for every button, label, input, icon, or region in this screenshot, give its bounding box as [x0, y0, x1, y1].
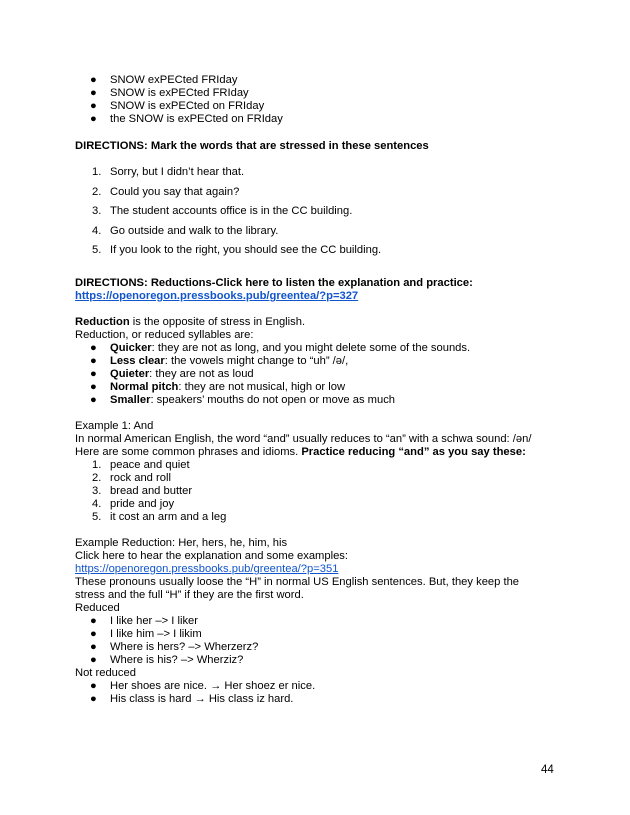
list-item: ● Quicker: they are not as long, and you might delete some of the sounds.	[90, 342, 471, 354]
bullet-icon: ●	[90, 113, 97, 125]
bullet-icon: ●	[90, 615, 97, 627]
bullet-icon: ●	[90, 680, 97, 692]
intro-bullet-list	[90, 74, 283, 126]
list-item: 5. it cost an arm and a leg	[92, 511, 227, 523]
list-item: 3. bread and butter	[92, 485, 193, 497]
example-text: These pronouns usually loose the “H” in normal US English sentences. But, they keep the	[75, 576, 520, 588]
and-phrase-list	[92, 459, 226, 524]
list-item: 4. pride and joy	[92, 498, 175, 510]
list-item: ● His class is hard → His class iz hard.	[90, 693, 294, 705]
bullet-icon: ●	[90, 628, 97, 640]
list-item: 3. The student accounts office is in the CC building.	[92, 205, 353, 217]
bullet-icon: ●	[90, 381, 97, 393]
example-title: Example 1: And	[75, 420, 154, 432]
bullet-icon: ●	[90, 87, 97, 99]
bullet-icon: ●	[90, 368, 97, 380]
example-title: Example Reduction: Her, hers, he, him, his	[75, 537, 288, 549]
list-item: ● the SNOW is exPECted on FRIday	[90, 113, 283, 125]
example-text: Click here to hear the explanation and some examples:	[75, 550, 349, 562]
list-item: ● Where is hers? –> Wherzerz?	[90, 641, 259, 653]
bullet-icon: ●	[90, 342, 97, 354]
list-item: ● Smaller: speakers’ mouths do not open or move as much	[90, 394, 396, 406]
reduction-definition: Reduction is the opposite of stress in English.	[75, 316, 306, 328]
list-item: ● I like her –> I liker	[90, 615, 198, 627]
reduced-label: Reduced	[75, 602, 120, 614]
not-reduced-label: Not reduced	[75, 667, 136, 679]
bullet-icon: ●	[90, 100, 97, 112]
not-reduced-list	[90, 680, 315, 706]
list-item: 4. Go outside and walk to the library.	[92, 224, 279, 237]
list-item: ● Where is his? –> Wherziz?	[90, 654, 244, 666]
reductions-link[interactable]: https://openoregon.pressbooks.pub/greentea/?p=327	[75, 290, 359, 302]
list-item: ● Less clear: the vowels might change to “uh” /ə/,	[90, 355, 349, 367]
example-text: stress and the full “H” if they are the first word.	[75, 589, 304, 601]
list-item: 2. Could you say that again?	[92, 185, 240, 198]
bullet-icon: ●	[90, 641, 97, 653]
reduced-list	[90, 615, 258, 667]
list-item: ● I like him –> I likim	[90, 628, 202, 640]
list-item: 2. rock and roll	[92, 472, 171, 484]
list-item: ● SNOW is exPECted FRIday	[90, 87, 249, 99]
stress-sentence-list	[92, 166, 381, 264]
list-item: 5. If you look to the right, you should see the CC building.	[92, 244, 382, 256]
list-item: ● Quieter: they are not as loud	[90, 368, 254, 380]
list-item: ● Her shoes are nice. → Her shoez er nice.	[90, 680, 316, 692]
list-item: ● SNOW exPECted FRIday	[90, 74, 238, 86]
bullet-icon: ●	[90, 693, 97, 705]
bullet-icon: ●	[90, 355, 97, 367]
reduction-feature-list	[90, 342, 470, 407]
list-item: ● Normal pitch: they are not musical, high or low	[90, 381, 346, 393]
example-text: In normal American English, the word “and” usually reduces to “an” with a schwa sound: /ən/	[75, 433, 532, 445]
list-item: ● SNOW is exPECted on FRIday	[90, 100, 265, 112]
example-text: Here are some common phrases and idioms. Practice reducing “and” as you say these:	[75, 446, 526, 458]
list-item: 1. peace and quiet	[92, 459, 190, 471]
list-item: 1. Sorry, but I didn’t hear that.	[92, 166, 245, 178]
page-number: 44	[541, 764, 554, 776]
bullet-icon: ●	[90, 654, 97, 666]
bullet-icon: ●	[90, 74, 97, 86]
directions-heading: DIRECTIONS: Reductions-Click here to listen the explanation and practice:	[75, 277, 473, 289]
reduction-intro: Reduction, or reduced syllables are:	[75, 329, 254, 341]
directions-heading: DIRECTIONS: Mark the words that are stressed in these sentences	[75, 140, 429, 152]
bullet-icon: ●	[90, 394, 97, 406]
pronoun-link[interactable]: https://openoregon.pressbooks.pub/greentea/?p=351	[75, 563, 339, 575]
